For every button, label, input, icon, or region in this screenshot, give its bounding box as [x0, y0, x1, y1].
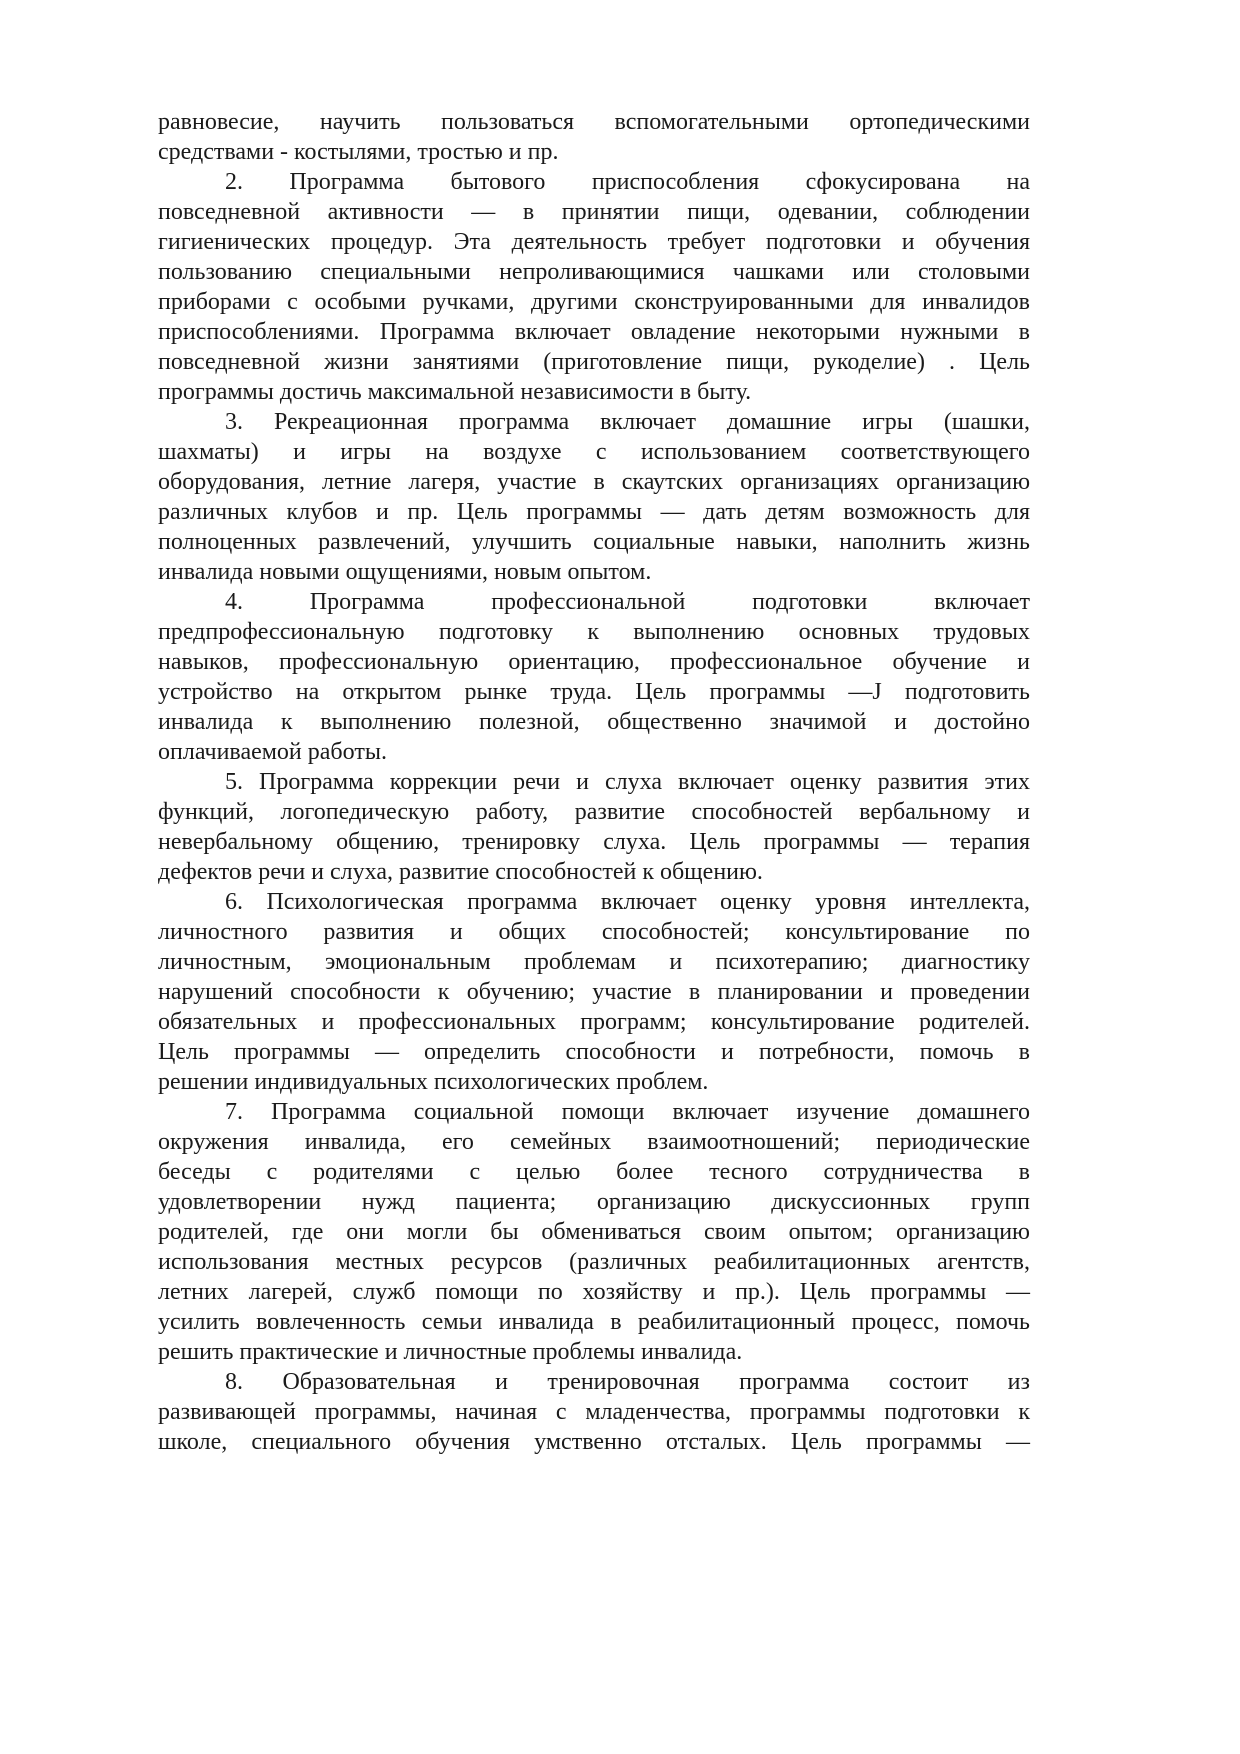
text-line: решить практические и личностные проблемы инвалида.: [158, 1339, 743, 1365]
paragraph: [158, 167, 1030, 407]
text-line: дефектов речи и слуха, развитие способностей к общению.: [158, 859, 763, 885]
paragraph: [158, 767, 1030, 887]
text-line: 8. Образовательная и тренировочная программа состоит из: [225, 1369, 1030, 1395]
paragraph: [158, 587, 1030, 767]
text-line: пользованию специальными непроливающимися чашками или столовыми: [158, 259, 1030, 285]
text-line: решении индивидуальных психологических проблем.: [158, 1069, 709, 1095]
text-line: предпрофессиональную подготовку к выполнению основных трудовых: [158, 619, 1030, 645]
text-line: навыков, профессиональную ориентацию, профессиональное обучение и: [158, 649, 1030, 675]
text-line: приспособлениями. Программа включает овладение некоторыми нужными в: [158, 319, 1030, 345]
paragraph: [158, 107, 1030, 167]
text-line: средствами - костылями, тростью и пр.: [158, 139, 559, 165]
text-line: школе, специального обучения умственно отсталых. Цель программы —: [158, 1429, 1030, 1455]
text-line: 7. Программа социальной помощи включает изучение домашнего: [225, 1099, 1030, 1125]
text-line: оплачиваемой работы.: [158, 739, 387, 765]
text-line: повседневной жизни занятиями (приготовление пищи, рукоделие) . Цель: [158, 349, 1030, 375]
text-line: использования местных ресурсов (различных реабилитационных агентств,: [158, 1249, 1030, 1275]
text-line: программы достичь максимальной независимости в быту.: [158, 379, 752, 405]
text-line: обязательных и профессиональных программ; консультирование родителей.: [158, 1009, 1030, 1035]
text-line: 3. Рекреационная программа включает домашние игры (шашки,: [225, 409, 1030, 435]
text-line: 6. Психологическая программа включает оценку уровня интеллекта,: [225, 889, 1030, 915]
text-line: удовлетворении нужд пациента; организацию дискуссионных групп: [158, 1189, 1030, 1215]
paragraph: [158, 1367, 1030, 1457]
paragraph: [158, 407, 1030, 587]
text-line: родителей, где они могли бы обмениваться своим опытом; организацию: [158, 1219, 1030, 1245]
text-line: личностным, эмоциональным проблемам и психотерапию; диагностику: [158, 949, 1030, 975]
text-line: окружения инвалида, его семейных взаимоотношений; периодические: [158, 1129, 1030, 1155]
text-line: оборудования, летние лагеря, участие в скаутских организациях организацию: [158, 469, 1030, 495]
text-line: 2. Программа бытового приспособления сфокусирована на: [225, 169, 1030, 195]
text-line: развивающей программы, начиная с младенчества, программы подготовки к: [158, 1399, 1030, 1425]
text-line: летних лагерей, служб помощи по хозяйству и пр.). Цель программы —: [158, 1279, 1030, 1305]
text-line: беседы с родителями с целью более тесного сотрудничества в: [158, 1159, 1030, 1185]
text-line: Цель программы — определить способности и потребности, помочь в: [158, 1039, 1030, 1065]
text-line: 5. Программа коррекции речи и слуха включает оценку развития этих: [225, 769, 1030, 795]
document-page: [158, 107, 1030, 1457]
text-line: функций, логопедическую работу, развитие способностей вербальному и: [158, 799, 1030, 825]
text-line: устройство на открытом рынке труда. Цель программы —J подготовить: [158, 679, 1030, 705]
text-line: инвалида к выполнению полезной, общественно значимой и достойно: [158, 709, 1030, 735]
text-line: равновесие, научить пользоваться вспомогательными ортопедическими: [158, 109, 1030, 135]
text-line: личностного развития и общих способностей; консультирование по: [158, 919, 1030, 945]
text-line: нарушений способности к обучению; участие в планировании и проведении: [158, 979, 1030, 1005]
text-line: усилить вовлеченность семьи инвалида в реабилитационный процесс, помочь: [158, 1309, 1030, 1335]
text-line: 4. Программа профессиональной подготовки включает: [225, 589, 1030, 615]
text-line: различных клубов и пр. Цель программы — дать детям возможность для: [158, 499, 1030, 525]
text-line: приборами с особыми ручками, другими сконструированными для инвалидов: [158, 289, 1030, 315]
text-line: повседневной активности — в принятии пищи, одевании, соблюдении: [158, 199, 1030, 225]
text-line: полноценных развлечений, улучшить социальные навыки, наполнить жизнь: [158, 529, 1030, 555]
paragraph: [158, 1097, 1030, 1367]
paragraph: [158, 887, 1030, 1097]
text-line: невербальному общению, тренировку слуха. Цель программы — терапия: [158, 829, 1030, 855]
text-line: гигиенических процедур. Эта деятельность требует подготовки и обучения: [158, 229, 1030, 255]
text-line: инвалида новыми ощущениями, новым опытом.: [158, 559, 652, 585]
text-line: шахматы) и игры на воздухе с использованием соответствующего: [158, 439, 1030, 465]
